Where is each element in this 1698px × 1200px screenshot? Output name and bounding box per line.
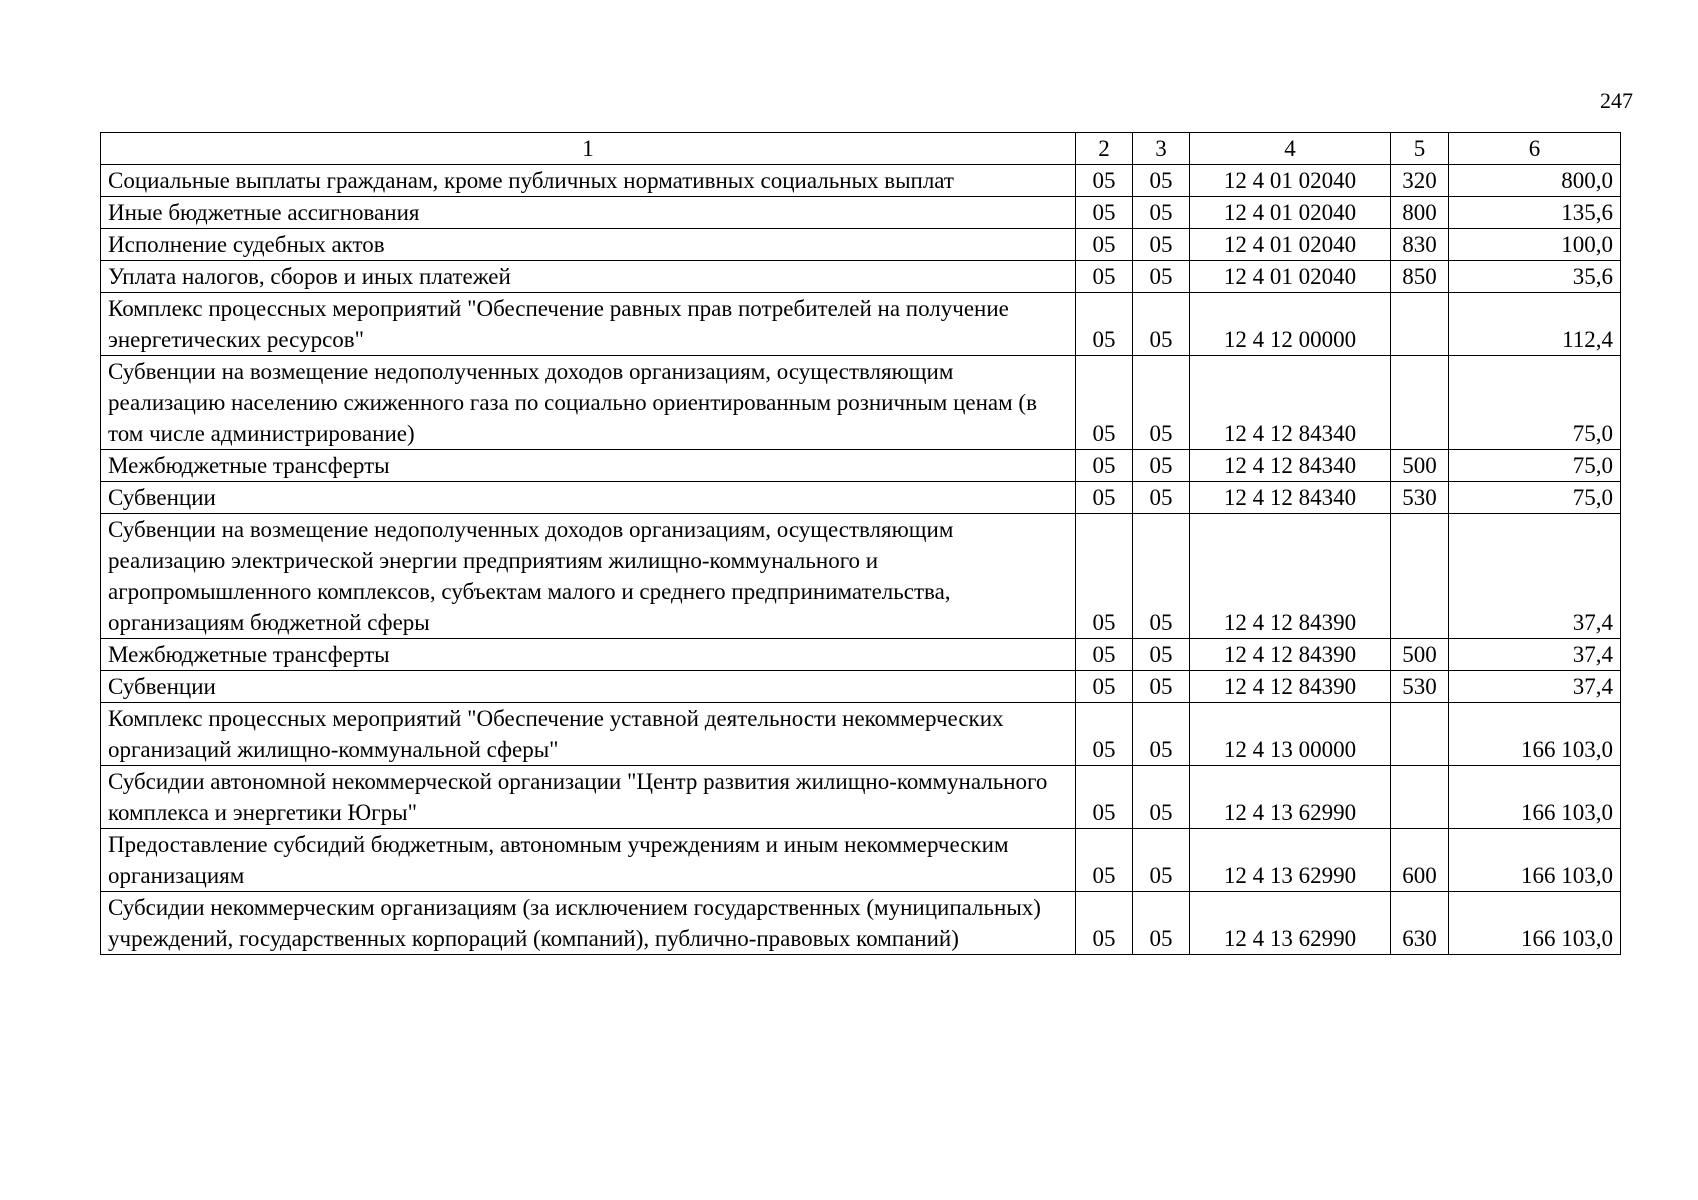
target-article-cell: 12 4 13 62990	[1190, 829, 1391, 892]
amount-cell: 166 103,0	[1449, 829, 1621, 892]
expense-type-cell: 600	[1391, 829, 1449, 892]
expense-type-cell: 630	[1391, 892, 1449, 955]
subsection-code-cell: 05	[1133, 229, 1190, 261]
subsection-code-cell: 05	[1133, 829, 1190, 892]
expense-type-cell: 530	[1391, 671, 1449, 703]
row-name-cell: Социальные выплаты гражданам, кроме публичных нормативных социальных выплат	[101, 165, 1076, 197]
section-code-cell: 05	[1076, 356, 1133, 450]
section-code-cell: 05	[1076, 229, 1133, 261]
amount-cell: 75,0	[1449, 450, 1621, 482]
table-row	[101, 514, 1621, 639]
subsection-code-cell: 05	[1133, 165, 1190, 197]
section-code-cell: 05	[1076, 450, 1133, 482]
expense-type-cell: 500	[1391, 639, 1449, 671]
section-code-cell: 05	[1076, 165, 1133, 197]
column-header-6: 6	[1449, 133, 1621, 165]
table-row	[101, 229, 1621, 261]
expense-type-cell	[1391, 766, 1449, 829]
column-header-5: 5	[1391, 133, 1449, 165]
target-article-cell: 12 4 12 84390	[1190, 639, 1391, 671]
section-code-cell: 05	[1076, 482, 1133, 514]
amount-cell: 135,6	[1449, 197, 1621, 229]
expense-type-cell: 320	[1391, 165, 1449, 197]
section-code-cell: 05	[1076, 639, 1133, 671]
target-article-cell: 12 4 01 02040	[1190, 229, 1391, 261]
amount-cell: 37,4	[1449, 639, 1621, 671]
section-code-cell: 05	[1076, 892, 1133, 955]
target-article-cell: 12 4 12 84390	[1190, 671, 1391, 703]
amount-cell: 166 103,0	[1449, 892, 1621, 955]
expense-type-cell	[1391, 514, 1449, 639]
amount-cell: 800,0	[1449, 165, 1621, 197]
row-name-cell: Предоставление субсидий бюджетным, автономным учреждениям и иным некоммерческим организациям	[101, 829, 1076, 892]
target-article-cell: 12 4 12 84390	[1190, 514, 1391, 639]
row-name-cell: Межбюджетные трансферты	[101, 450, 1076, 482]
budget-table	[100, 132, 1621, 955]
expense-type-cell: 500	[1391, 450, 1449, 482]
subsection-code-cell: 05	[1133, 356, 1190, 450]
table-row	[101, 671, 1621, 703]
subsection-code-cell: 05	[1133, 671, 1190, 703]
table-header-row	[101, 133, 1621, 165]
section-code-cell: 05	[1076, 829, 1133, 892]
row-name-cell: Уплата налогов, сборов и иных платежей	[101, 261, 1076, 293]
amount-cell: 112,4	[1449, 293, 1621, 356]
subsection-code-cell: 05	[1133, 766, 1190, 829]
row-name-cell: Межбюджетные трансферты	[101, 639, 1076, 671]
table-row	[101, 892, 1621, 955]
table-row	[101, 829, 1621, 892]
amount-cell: 37,4	[1449, 671, 1621, 703]
subsection-code-cell: 05	[1133, 197, 1190, 229]
row-name-cell: Иные бюджетные ассигнования	[101, 197, 1076, 229]
row-name-cell: Комплекс процессных мероприятий "Обеспечение равных прав потребителей на получение энергетических ресурсов"	[101, 293, 1076, 356]
section-code-cell: 05	[1076, 293, 1133, 356]
subsection-code-cell: 05	[1133, 639, 1190, 671]
subsection-code-cell: 05	[1133, 482, 1190, 514]
table-row	[101, 482, 1621, 514]
table-row	[101, 293, 1621, 356]
row-name-cell: Субсидии некоммерческим организациям (за исключением государственных (муниципальных) учреждений, государственных корпораций (компаний), публично-правовых компаний)	[101, 892, 1076, 955]
table-row	[101, 450, 1621, 482]
expense-type-cell: 850	[1391, 261, 1449, 293]
target-article-cell: 12 4 01 02040	[1190, 261, 1391, 293]
amount-cell: 100,0	[1449, 229, 1621, 261]
column-header-2: 2	[1076, 133, 1133, 165]
table-row	[101, 703, 1621, 766]
page-number: 247	[1600, 88, 1633, 113]
section-code-cell: 05	[1076, 671, 1133, 703]
target-article-cell: 12 4 01 02040	[1190, 165, 1391, 197]
subsection-code-cell: 05	[1133, 293, 1190, 356]
amount-cell: 37,4	[1449, 514, 1621, 639]
section-code-cell: 05	[1076, 766, 1133, 829]
expense-type-cell	[1391, 293, 1449, 356]
amount-cell: 166 103,0	[1449, 703, 1621, 766]
target-article-cell: 12 4 13 00000	[1190, 703, 1391, 766]
row-name-cell: Исполнение судебных актов	[101, 229, 1076, 261]
amount-cell: 75,0	[1449, 482, 1621, 514]
row-name-cell: Субвенции	[101, 482, 1076, 514]
amount-cell: 35,6	[1449, 261, 1621, 293]
target-article-cell: 12 4 12 84340	[1190, 356, 1391, 450]
row-name-cell: Субвенции	[101, 671, 1076, 703]
column-header-1: 1	[101, 133, 1076, 165]
target-article-cell: 12 4 13 62990	[1190, 766, 1391, 829]
target-article-cell: 12 4 13 62990	[1190, 892, 1391, 955]
amount-cell: 75,0	[1449, 356, 1621, 450]
subsection-code-cell: 05	[1133, 892, 1190, 955]
section-code-cell: 05	[1076, 703, 1133, 766]
section-code-cell: 05	[1076, 514, 1133, 639]
target-article-cell: 12 4 12 00000	[1190, 293, 1391, 356]
expense-type-cell	[1391, 356, 1449, 450]
table-row	[101, 197, 1621, 229]
row-name-cell: Субвенции на возмещение недополученных доходов организациям, осуществляющим реализацию населению сжиженного газа по социально ориентированным розничным ценам (в том числе администрирование)	[101, 356, 1076, 450]
expense-type-cell	[1391, 703, 1449, 766]
section-code-cell: 05	[1076, 261, 1133, 293]
expense-type-cell: 530	[1391, 482, 1449, 514]
table-row	[101, 356, 1621, 450]
column-header-4: 4	[1190, 133, 1391, 165]
expense-type-cell: 800	[1391, 197, 1449, 229]
target-article-cell: 12 4 12 84340	[1190, 450, 1391, 482]
column-header-3: 3	[1133, 133, 1190, 165]
table-row	[101, 639, 1621, 671]
expense-type-cell: 830	[1391, 229, 1449, 261]
row-name-cell: Комплекс процессных мероприятий "Обеспечение уставной деятельности некоммерческих организаций жилищно-коммунальной сферы"	[101, 703, 1076, 766]
row-name-cell: Субвенции на возмещение недополученных доходов организациям, осуществляющим реализацию электрической энергии предприятиям жилищно-коммунального и агропромышленного комплексов, субъектам малого и среднего предпринимательства, организациям бюджетной сферы	[101, 514, 1076, 639]
section-code-cell: 05	[1076, 197, 1133, 229]
subsection-code-cell: 05	[1133, 514, 1190, 639]
table-row	[101, 261, 1621, 293]
subsection-code-cell: 05	[1133, 450, 1190, 482]
table-row	[101, 165, 1621, 197]
subsection-code-cell: 05	[1133, 261, 1190, 293]
subsection-code-cell: 05	[1133, 703, 1190, 766]
table-row	[101, 766, 1621, 829]
target-article-cell: 12 4 01 02040	[1190, 197, 1391, 229]
amount-cell: 166 103,0	[1449, 766, 1621, 829]
target-article-cell: 12 4 12 84340	[1190, 482, 1391, 514]
row-name-cell: Субсидии автономной некоммерческой организации "Центр развития жилищно-коммунального комплекса и энергетики Югры"	[101, 766, 1076, 829]
